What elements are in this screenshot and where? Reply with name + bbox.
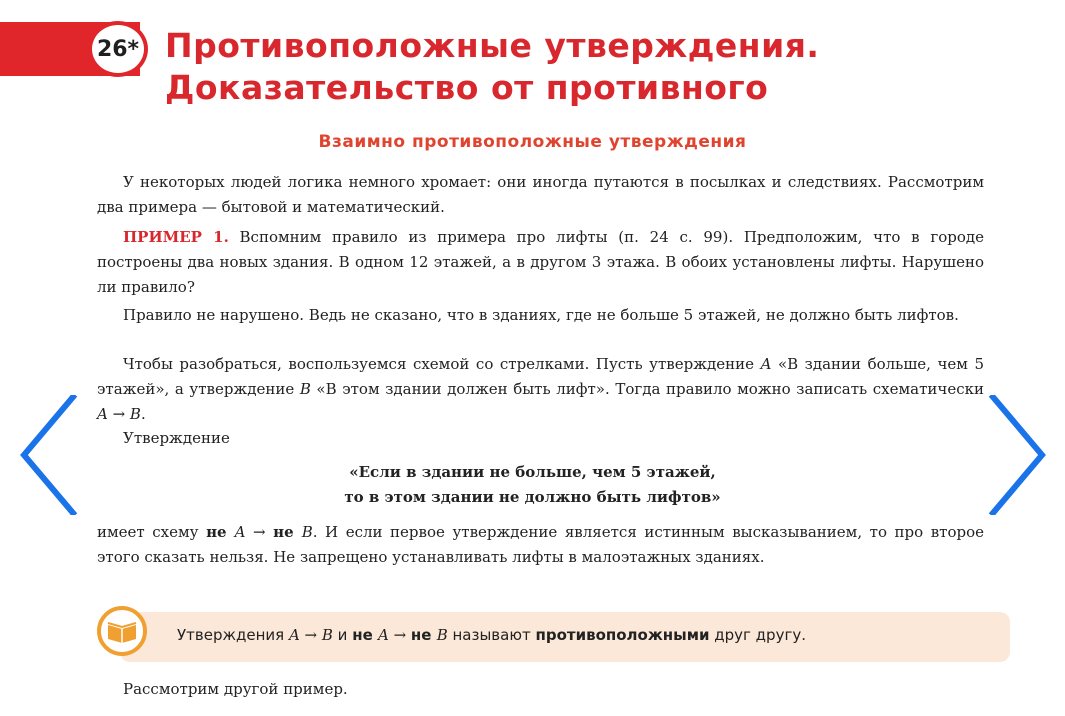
rule-text-4: друг другу. [709,626,806,644]
rule-callout-text [177,626,806,644]
title-line-2: Доказательство от противного [165,68,769,107]
book-icon [96,605,148,657]
scheme-text-1: Чтобы разобраться, воспользуемся схемой со стрелками. Пусть утверждение [123,355,761,373]
scheme-text-3: «В этом здании должен быть лифт». Тогда правило можно записать схематически [310,380,984,398]
rule-text-3: называют [447,626,536,644]
not-word-1: не [206,523,235,541]
section-title: Взаимно противоположные утверждения [318,132,747,152]
has-scheme-text-1: имеет схему [97,523,207,541]
has-scheme-text-2: . И если первое утверждение является истинным высказыванием, то про второе этого сказать нельзя. Не запрещено устанавливать лифты в малоэтажных зданиях. [97,523,985,566]
rule-formula-b: B [436,626,448,644]
statement-a: A [760,355,772,373]
title-line-1: Противоположные утверждения. [165,26,820,65]
quote-line-2: то в этом здании не должно быть лифтов» [344,488,721,506]
scheme-text-4: . [140,405,146,423]
next-page-button[interactable] [988,395,1048,515]
rule-not-1: не [352,626,378,644]
rule-formula-a: A [377,626,389,644]
example-label: ПРИМЕР 1. [123,228,229,246]
scheme-text-2: «В здании больше, чем 5 этажей», а утверждение [97,355,984,398]
arrow: → [245,523,274,541]
paragraph-has-scheme [97,520,984,570]
formula-a-implies-b: A → B [97,405,141,423]
statement-b: B [299,380,311,398]
rule-text-1: Утверждения [177,626,289,644]
paragraph-number-badge: 26* [88,21,148,77]
rule-not-2: не [410,626,437,644]
rule-text-2: и [332,626,353,644]
paragraph-rule-not-broken: Правило не нарушено. Ведь не сказано, что в зданиях, где не больше 5 этажей, не должно быть лифтов. [123,306,959,324]
statement-b-2: B [301,523,313,541]
chevron-left-icon [18,395,78,515]
paragraph-example [97,225,984,300]
paragraph-intro: У некоторых людей логика немного хромает: они иногда путаются в посылках и следствиях. Рассмотрим два примера — бытовой и математический. [97,173,984,216]
example-text: Вспомним правило из примера про лифты (п. 24 с. 99). Предположим, что в городе построены два новых здания. В одном 12 этажей, а в другом 3 этажа. В обоих установлены лифты. Нарушено ли правило? [97,228,984,296]
rule-bold-term: противоположными [535,626,710,644]
paragraph-scheme [97,352,984,427]
chevron-right-icon [988,395,1048,515]
quote-line-1: «Если в здании не больше, чем 5 этажей, [349,463,716,481]
prev-page-button[interactable] [18,395,78,515]
rule-arrow: → [388,626,411,644]
paragraph-next-example: Рассмотрим другой пример. [123,680,348,698]
page-title [165,25,819,109]
not-word-2: не [273,523,302,541]
rule-formula-1: A → B [288,626,333,644]
statement-a-2: A [234,523,246,541]
paragraph-statement: Утверждение [123,429,230,447]
